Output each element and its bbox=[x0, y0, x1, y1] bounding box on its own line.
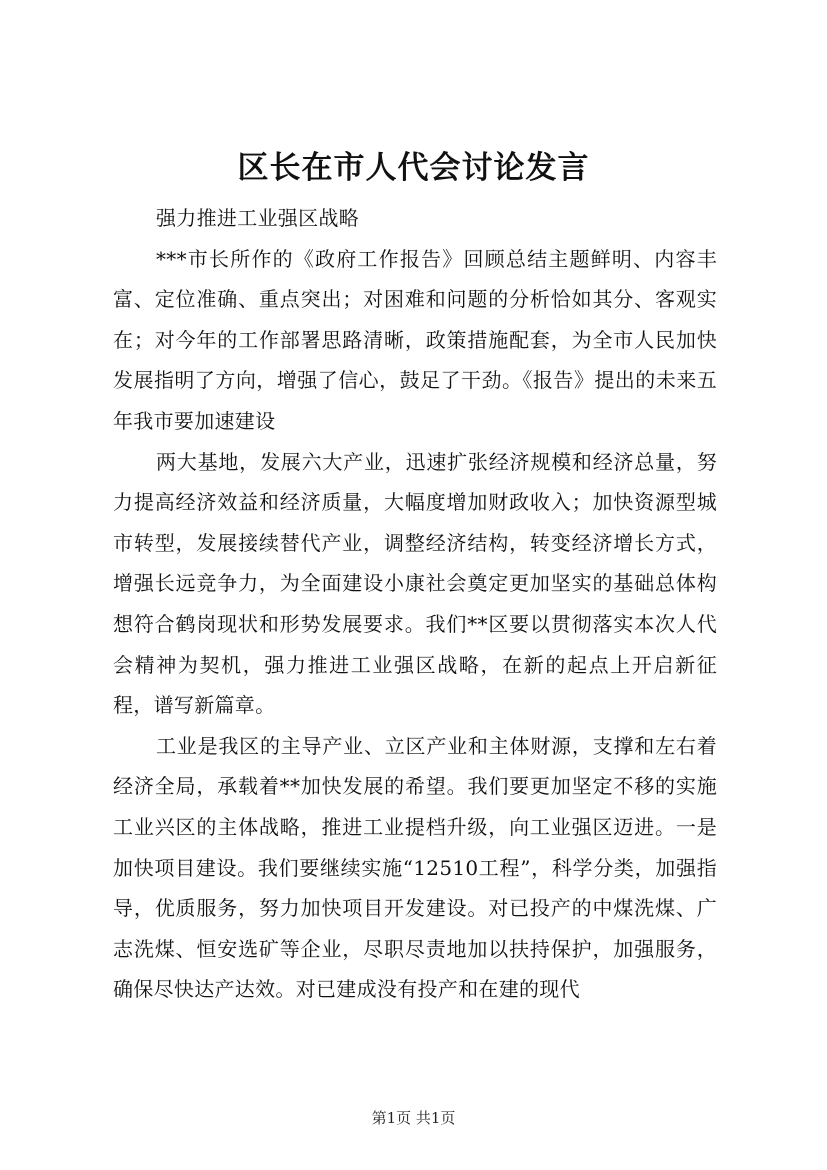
paragraph: ***市长所作的《政府工作报告》回顾总结主题鲜明、内容丰富、定位准确、重点突出；对困难和问题的分析恰如其分、客观实在；对今年的工作部署思路清晰，政策措施配套，为全市人民加快发展指明了方向，增强了信心，鼓足了干劲。《报告》提出的未来五年我市要加速建设 bbox=[113, 246, 717, 433]
page-footer: 第1页 共1页 bbox=[371, 1109, 456, 1127]
paragraph-subtitle: 强力推进工业强区战略 bbox=[156, 206, 359, 230]
document-title: 区长在市人代会讨论发言 bbox=[237, 150, 590, 186]
paragraph: 工业是我区的主导产业、立区产业和主体财源，支撑和左右着经济全局，承载着**加快发展的希望。我们要更加坚定不移的实施工业兴区的主体战略，推进工业提档升级，向工业强区迈进。一是加快项目建设。我们要继续实施“12510工程”，科学分类，加强指导，优质服务，努力加快项目开发建设。对已投产的中煤洗煤、广志洗煤、恒安选矿等企业，尽职尽责地加以扶持保护，加强服务，确保尽快达产达效。对已建成没有投产和在建的现代 bbox=[113, 733, 717, 1002]
document-body bbox=[113, 198, 717, 1010]
paragraph: 两大基地，发展六大产业，迅速扩张经济规模和经济总量，努力提高经济效益和经济质量，大幅度增加财政收入；加快资源型城市转型，发展接续替代产业，调整经济结构，转变经济增长方式，增强长远竞争力，为全面建设小康社会奠定更加坚实的基础总体构想符合鹤岗现状和形势发展要求。我们**区要以贯彻落实本次人代会精神为契机，强力推进工业强区战略，在新的起点上开启新征程，谱写新篇章。 bbox=[113, 449, 717, 718]
